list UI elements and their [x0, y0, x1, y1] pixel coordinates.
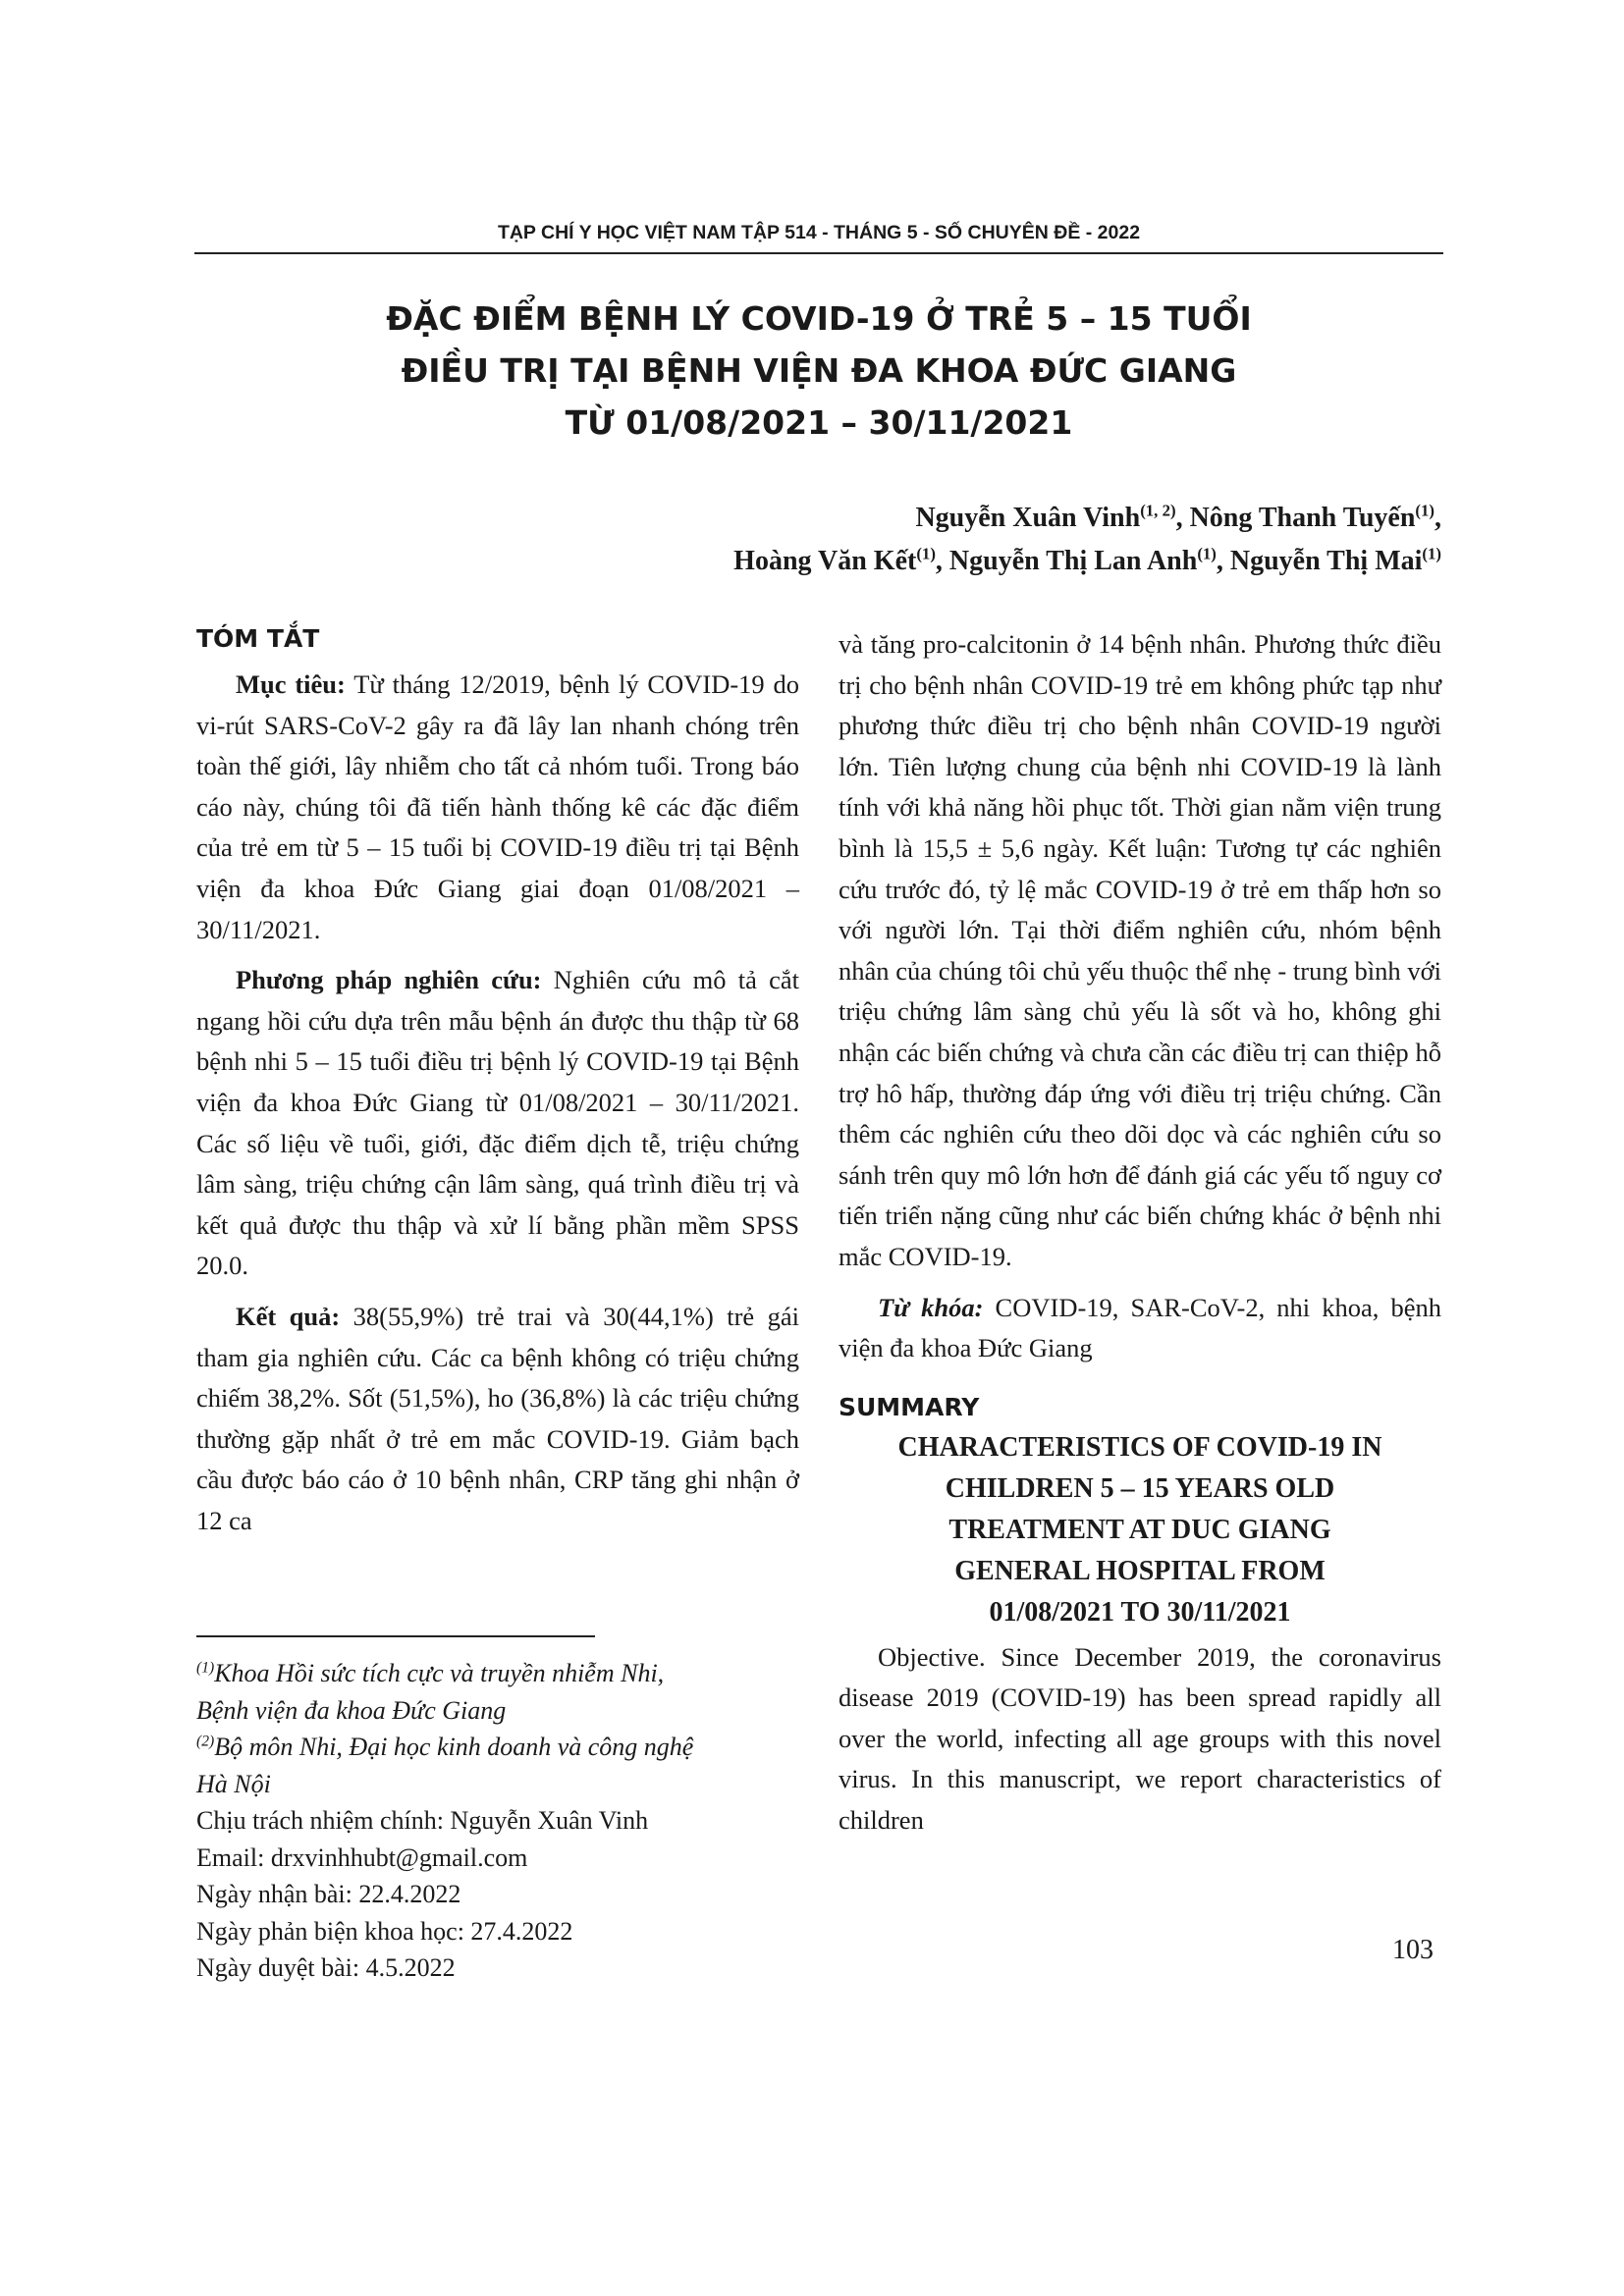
author-affiliation: (1) [916, 544, 936, 563]
summary-title-line-2: CHILDREN 5 – 15 YEARS OLD [945, 1472, 1335, 1504]
author-separator: , [1216, 546, 1230, 576]
author-separator: , [1175, 503, 1190, 533]
results-text: 38(55,9%) trẻ trai và 30(44,1%) trẻ gái tham gia nghiên cứu. Các ca bệnh không có triệu chứng chiếm 38,2%. Sốt (51,5%), ho (36,8%) là các triệu chứng thường gặp nhất ở trẻ em mắc COVID-19. Giảm bạch cầu được báo cáo ở 10 bệnh nhân, CRP tăng ghi nhận ở 12 ca [196, 1301, 800, 1535]
summary-title-line-1: CHARACTERISTICS OF COVID-19 IN [897, 1431, 1382, 1463]
keywords-text: COVID-19, SAR-CoV-2, nhi khoa, bệnh viện đa khoa Đức Giang [839, 1292, 1441, 1363]
author-affiliation: (1) [1415, 501, 1435, 520]
author-name: Nguyễn Thị Mai [1229, 546, 1423, 576]
date-accepted: Ngày duyệt bài: 4.5.2022 [196, 1953, 456, 1982]
abstract-results-continued: và tăng pro-calcitonin ở 14 bệnh nhân. Phương thức điều trị cho bệnh nhân COVID-19 trẻ em không phức tạp như phương thức điều trị cho bệnh nhân COVID-19 người lớn. Tiên lượng chung của bệnh nhi COVID-19 là lành tính với khả năng hồi phục tốt. Thời gian nằm viện trung bình là 15,5 ± 5,6 ngày. Kết luận: Tương tự các nghiên cứu trước đó, tỷ lệ mắc COVID-19 ở trẻ em thấp hơn so với người lớn. Tại thời điểm nghiên cứu, nhóm bệnh nhân của chúng tôi chủ yếu thuộc thể nhẹ - trung bình với triệu chứng lâm sàng chủ yếu là sốt và ho, không ghi nhận các biến chứng và chưa cần các điều trị can thiệp hỗ trợ hô hấp, thường đáp ứng với điều trị triệu chứng. Cần thêm các nghiên cứu theo dõi dọc và các nghiên cứu so sánh trên quy mô lớn hơn để đánh giá các yếu tố nguy cơ tiến triển nặng cũng như các biến chứng khác ở bệnh nhi mắc COVID-19. [839, 629, 1441, 1271]
author-separator: , [1435, 503, 1441, 533]
affiliation-1-line-2: Bệnh viện đa khoa Đức Giang [196, 1695, 507, 1725]
author-line-2 [733, 540, 1441, 583]
author-affiliation: (1) [1422, 544, 1441, 563]
summary-title-line-5: 01/08/2021 TO 30/11/2021 [989, 1596, 1291, 1628]
objective-label: Mục tiêu: [236, 669, 346, 699]
author-line-1 [733, 497, 1441, 540]
summary-objective: Objective. Since December 2019, the coronavirus disease 2019 (COVID-19) has been spread rapidly all over the world, infecting all age groups with this novel virus. In this manuscript, we report characteristics of children [839, 1641, 1441, 1836]
header-rule [194, 252, 1443, 254]
affiliation-1 [196, 1655, 799, 1692]
author-name: Nguyễn Thị Lan Anh [948, 546, 1198, 576]
affiliation-mark: (1) [196, 1659, 215, 1677]
left-column [196, 624, 799, 1551]
affiliation-mark: (2) [196, 1733, 215, 1750]
date-reviewed: Ngày phản biện khoa học: 27.4.2022 [196, 1916, 573, 1946]
date-received: Ngày nhận bài: 22.4.2022 [196, 1880, 461, 1908]
abstract-objective [196, 665, 799, 950]
article-title [196, 293, 1441, 449]
summary-heading: SUMMARY [839, 1392, 980, 1421]
affiliation-2-line-2: Hà Nội [196, 1769, 271, 1798]
author-affiliation: (1) [1197, 544, 1217, 563]
affiliation-1-line-1: Khoa Hồi sức tích cực và truyền nhiễm Nhi, [214, 1659, 665, 1687]
affiliation-2 [196, 1729, 799, 1766]
title-line-1: ĐẶC ĐIỂM BỆNH LÝ COVID-19 Ở TRẺ 5 – 15 TUỔI [386, 299, 1252, 338]
methods-text: Nghiên cứu mô tả cắt ngang hồi cứu dựa trên mẫu bệnh án được thu thập từ 68 bệnh nhi 5 – 15 tuổi điều trị bệnh lý COVID-19 tại Bệnh viện đa khoa Đức Giang từ 01/08/2021 – 30/11/2021. Các số liệu về tuổi, giới, đặc điểm dịch tễ, triệu chứng lâm sàng, triệu chứng cận lâm sàng, quá trình điều trị và kết quả được thu thập và xử lí bằng phần mềm SPSS 20.0. [196, 965, 799, 1281]
summary-title-line-3: TREATMENT AT DUC GIANG [948, 1514, 1331, 1545]
summary-title [839, 1427, 1441, 1633]
page-number: 103 [1392, 1935, 1434, 1965]
abstract-results [196, 1297, 799, 1542]
abstract-heading: TÓM TẮT [196, 624, 320, 653]
author-affiliation: (1, 2) [1140, 501, 1176, 520]
author-separator: , [935, 546, 949, 576]
footnote-rule [196, 1635, 595, 1637]
results-label: Kết quả: [236, 1301, 341, 1331]
title-line-3: TỪ 01/08/2021 – 30/11/2021 [565, 403, 1073, 442]
summary-title-line-4: GENERAL HOSPITAL FROM [954, 1555, 1326, 1586]
author-name: Nông Thanh Tuyến [1189, 503, 1416, 533]
responsible-author: Chịu trách nhiệm chính: Nguyễn Xuân Vinh [196, 1806, 649, 1835]
affiliation-2-line-1: Bộ môn Nhi, Đại học kinh doanh và công nghệ [214, 1733, 694, 1761]
title-line-2: ĐIỀU TRỊ TẠI BỆNH VIỆN ĐA KHOA ĐỨC GIANG [401, 351, 1237, 390]
abstract-methods [196, 960, 799, 1287]
keywords-label: Từ khóa: [878, 1292, 984, 1322]
objective-text: Từ tháng 12/2019, bệnh lý COVID-19 do vi-rút SARS-CoV-2 gây ra đã lây lan nhanh chóng trên toàn thế giới, lây nhiễm cho tất cả nhóm tuổi. Trong báo cáo này, chúng tôi đã tiến hành thống kê các đặc điểm của trẻ em từ 5 – 15 tuổi bị COVID-19 điều trị tại Bệnh viện đa khoa Đức Giang giai đoạn 01/08/2021 – 30/11/2021. [196, 669, 799, 944]
footnotes [196, 1655, 799, 1987]
methods-label: Phương pháp nghiên cứu: [236, 965, 542, 995]
email: Email: drxvinhhubt@gmail.com [196, 1842, 528, 1872]
author-name: Nguyễn Xuân Vinh [915, 503, 1141, 533]
journal-header: TẠP CHÍ Y HỌC VIỆT NAM TẬP 514 - THÁNG 5 - SỐ CHUYÊN ĐỀ - 2022 [497, 222, 1141, 243]
right-column [839, 624, 1441, 1851]
author-name: Hoàng Văn Kết [733, 546, 917, 576]
abstract-keywords [839, 1288, 1441, 1369]
author-list [733, 497, 1441, 583]
